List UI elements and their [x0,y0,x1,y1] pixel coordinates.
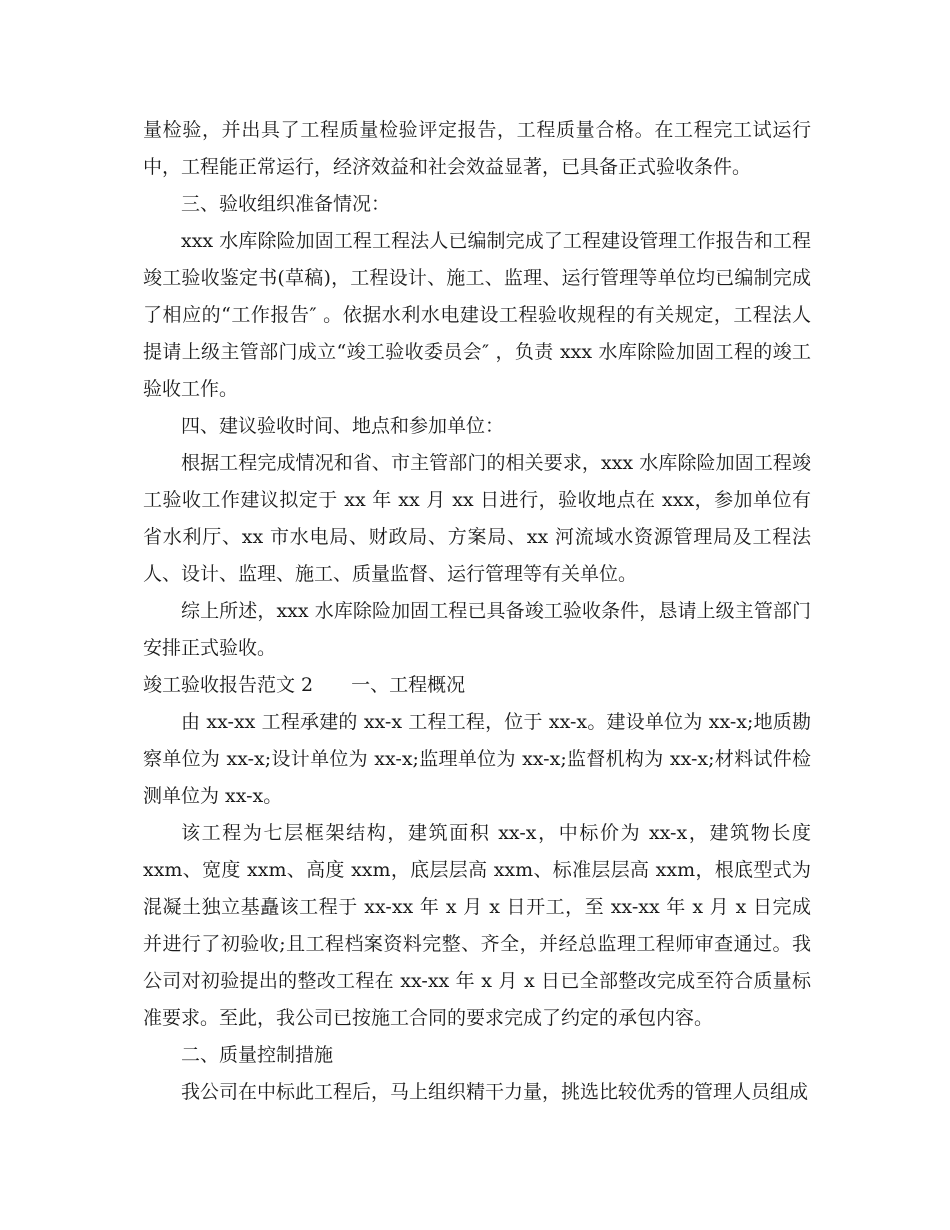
paragraph-1: 量检验，并出具了工程质量检验评定报告，工程质量合格。在工程完工试运行中，工程能正常运行，经济效益和社会效益显著，已具备正式验收条件。 [143,119,811,178]
example-title: 竣工验收报告范文 2 [143,674,314,696]
paragraph-7: 由 xx-xx 工程承建的 xx-x 工程工程，位于 xx-x。建设单位为 xx-x;地质勘察单位为 xx-x;设计单位为 xx-x;监理单位为 xx-x;监督机构为 xx-x;材料试件检测单位为 xx-x。 [143,711,811,807]
document-body [143,112,811,1111]
example-subtitle: 一、工程概况 [351,674,466,696]
paragraph-9: 我公司在中标此工程后，马上组织精干力量，挑选比较优秀的管理人员组成 [181,1081,809,1103]
paragraph-3: xxx 水库除险加固工程工程法人已编制完成了工程建设管理工作报告和工程竣工验收鉴定书(草稿)，工程设计、施工、监理、运行管理等单位均已编制完成了相应的“工作报告″ 。依据水利水电建设工程验收规程的有关规定，工程法人提请上级主管部门成立“竣工验收委员会″ ，负责 xxx 水库除险加固工程的竣工验收工作。 [143,230,811,400]
section-heading-3: 三、验收组织准备情况： [181,193,391,215]
paragraph-5: 根据工程完成情况和省、市主管部门的相关要求，xxx 水库除险加固工程竣工验收工作建议拟定于 xx 年 xx 月 xx 日进行，验收地点在 xxx，参加单位有省水利厅、xx 市水电局、财政局、方案局、xx 河流域水资源管理局及工程法人、设计、监理、施工、质量监督、运行管理等有关单位。 [143,452,811,585]
paragraph-6: 综上所述，xxx 水库除险加固工程已具备竣工验收条件，恳请上级主管部门安排正式验收。 [143,600,811,659]
section-heading-4: 四、建议验收时间、地点和参加单位： [181,415,505,437]
paragraph-8: 该工程为七层框架结构，建筑面积 xx-x，中标价为 xx-x，建筑物长度 xxm、宽度 xxm、高度 xxm，底层层高 xxm、标准层层高 xxm，根底型式为混凝土独立基矗该工程于 xx-xx 年 x 月 x 日开工，至 xx-xx 年 x 月 x 日完成并进行了初验收;且工程档案资料完整、齐全，并经总监理工程师审查通过。我公司对初验提出的整改工程在 xx-xx 年 x 月 x 日已全部整改完成至符合质量标准要求。至此，我公司已按施工合同的要求完成了约定的承包内容。 [143,822,811,1029]
section-heading-example-2 [143,667,811,704]
section-heading-quality: 二、质量控制措施 [181,1044,334,1066]
